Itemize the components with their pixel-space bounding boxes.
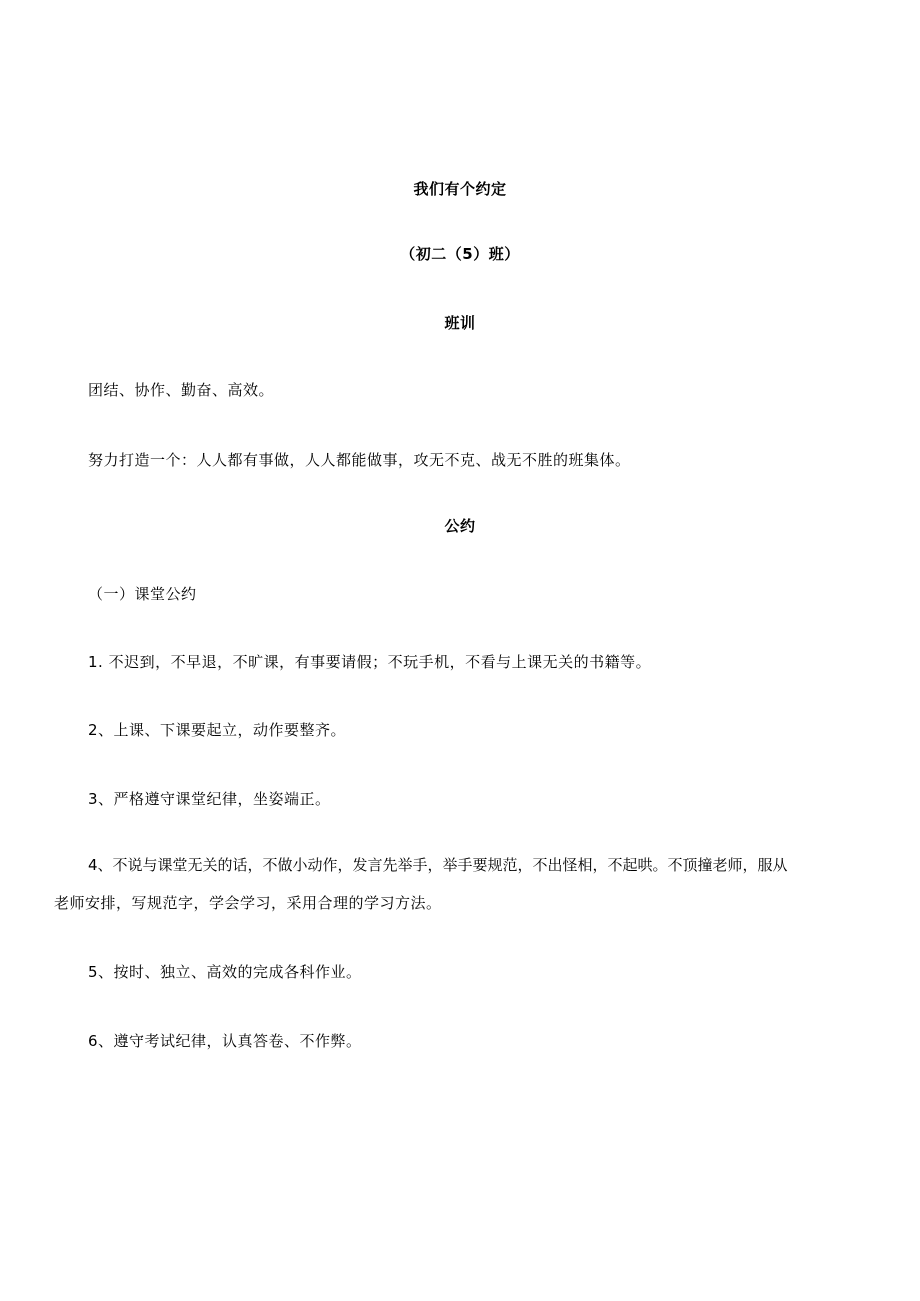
motto-line-1: 团结、协作、勤奋、高效。 (88, 381, 275, 399)
rule-1: 1. 不迟到，不早退，不旷课，有事要请假；不玩手机，不看与上课无关的书籍等。 (88, 653, 652, 671)
rule-6: 6、遵守考试纪律，认真答卷、不作弊。 (88, 1032, 362, 1050)
document-title: 我们有个约定 (413, 180, 507, 198)
document-subtitle: （初二（5）班） (400, 245, 520, 263)
rule-5: 5、按时、独立、高效的完成各科作业。 (88, 963, 362, 981)
motto-line-2: 努力打造一个：人人都有事做，人人都能做事，攻无不克、战无不胜的班集体。 (88, 451, 631, 469)
rule-4-line-1: 4、不说与课堂无关的话，不做小动作，发言先举手，举手要规范，不出怪相，不起哄。不顶撞老师，服从 (88, 856, 788, 874)
rule-2: 2、上课、下课要起立，动作要整齐。 (88, 721, 347, 739)
convention-heading: 公约 (444, 517, 476, 535)
rule-4-line-2: 老师安排，写规范字，学会学习，采用合理的学习方法。 (54, 894, 442, 912)
rule-3: 3、严格遵守课堂纪律，坐姿端正。 (88, 790, 331, 808)
section-title-classroom: （一）课堂公约 (88, 585, 197, 603)
motto-heading: 班训 (444, 314, 476, 332)
